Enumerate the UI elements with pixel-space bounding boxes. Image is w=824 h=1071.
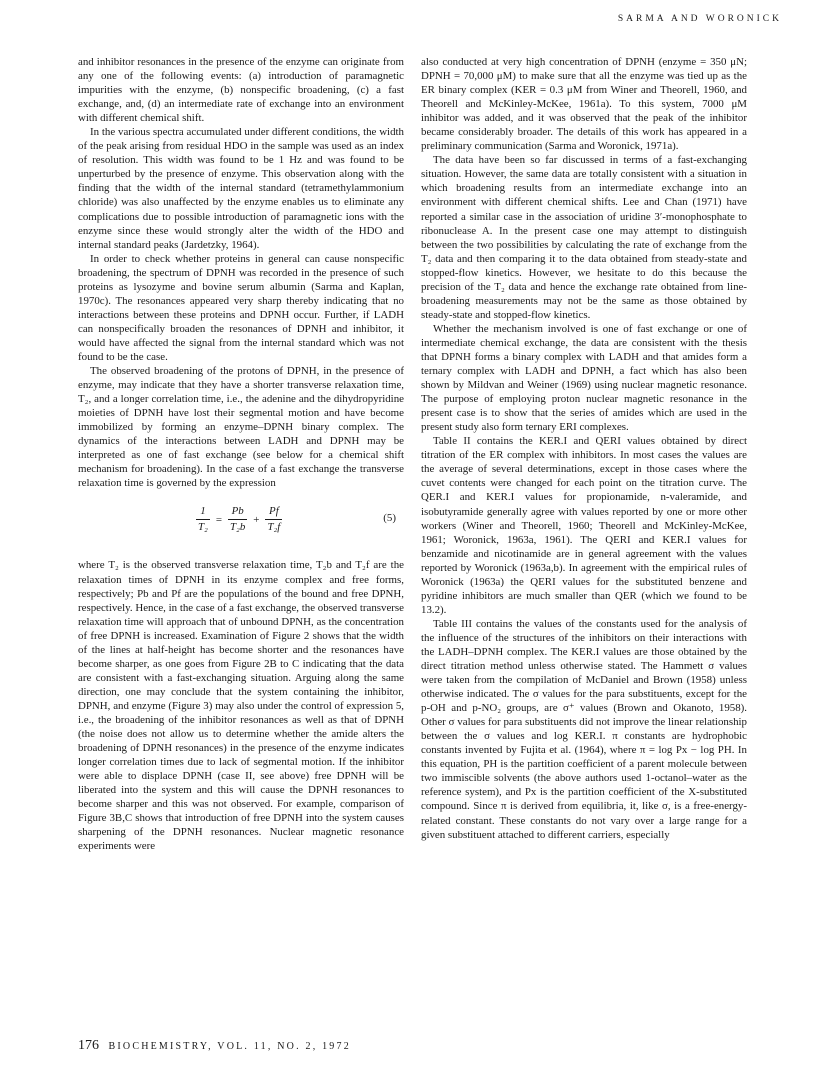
equation-free-fraction: $\frac{Pf}{\text{T₂f}}$ <box>267 505 281 534</box>
right-column <box>421 55 747 842</box>
equation-lhs-fraction: $\frac{1}{\text{T₂}}$ <box>198 505 208 534</box>
equation-number: (5) <box>383 512 396 525</box>
paragraph: where T₂ is the observed transverse relaxation time, T₂b and T₂f are the relaxation times of DPNH in its enzyme complex and free forms, respectively; Pb and Pf are the populations of the bound and free DPNH, respectively. Hence, in the case of a fast exchange, the observed transverse relaxation time will approach that of unbound DPNH, as the concentration of free DPNH is increased. Examination of Figure 2 shows that the width of the lines at half-height has become shorter and the resonances have become sharper, as one goes from Figure 2B to C indicating that the data are consistent with a fast-exchanging situation. Arguing along the same direction, one may conclude that the system containing the inhibitor, DPNH, and enzyme (Figure 3) may also under the control of expression 5, i.e., the broadening of the inhibitor resonances as well as that of DPNH (the noise does not allow us to determine whether the amide alters the broadening of DPNH resonances) in the presence of the enzyme indicates longer correlation times due to lack of segmental motion. If the inhibitor were able to displace DPNH (case II, see above) free DPNH will be liberated into the system and this will cause the DPNH resonances to become sharper and this was not observed. For example, comparison of Figure 3B,C shows that introduction of free DPNH into the system causes sharpening of the DPNH resonances. Nuclear magnetic resonance experiments were <box>78 559 404 853</box>
paragraph: and inhibitor resonances in the presence of the enzyme can originate from any one of the following events: (a) introduction of paramagnetic impurities with the enzyme, (b) nonspecific broadening, (c) a fast exchange, and, (d) an intermediate rate of exchange into an environment with different chemical shift. <box>78 56 404 125</box>
page-number: 176 <box>78 1038 99 1053</box>
paragraph: The observed broadening of the protons of DPNH, in the presence of enzyme, may indicate that they have a shorter transverse relaxation time, T₂, and a longer correlation time, i.e., the adenine and the dihydropyridine moieties of DPNH have lost their segmental motion and have become immobilized by forming an enzyme–DPNH binary complex. The dynamics of the interactions between LADH and DPNH may be interpreted as one of fast exchange (see below for a chemical shift mechanism for broadening). In the case of a fast exchange the transverse relaxation time is governed by the expression <box>78 365 404 490</box>
paragraph: In the various spectra accumulated under different conditions, the width of the peak arising from residual HDO in the sample was used as an index of resolution. This width was found to be 1 Hz and was found to be unperturbed by the presence of enzyme. This observation along with the finding that the width of the internal standard (tetramethylammonium chloride) was also unaffected by the enzyme enables us to eliminate any complications due to possible introduction of paramagnetic ions with the enzyme since these would strongly alter the width of the HDO and internal standard peaks (Jardetzky, 1964). <box>78 126 404 251</box>
equals-sign: = <box>215 513 222 526</box>
paragraph: Table III contains the values of the constants used for the analysis of the influence of the structures of the inhibitors on their interactions with the LADH–DPNH complex. The KER.I values are those obtained by the direct titration method unless otherwise stated. The Hammett σ values were taken from the compilation of McDaniel and Brown (1958) unless otherwise indicated. The σ values for the para substituents, except for the p-OH and p-NO₂ groups, are σ⁺ values (Brown and Okanoto, 1958). Other σ values for para substituents did not improve the linear relationship between the σ values and log KER.I. π constants are hydrophobic constants invented by Fujita et al. (1964), where π = log Px − log PH. In this equation, PH is the partition coefficient of a parent molecule between two immiscible solvents (the above authors used 1-octanol–water as the reference system), and Px is the partition coefficient of the X-substituted compound. Since π is derived from equilibria, it, like σ, is a free-energy-related constant. These constants do not vary over a large range for a given substituent attached to different carriers, especially <box>421 617 747 841</box>
paragraph: Whether the mechanism involved is one of fast exchange or one of intermediate chemical exchange, the data are consistent with the thesis that DPNH forms a binary complex with LADH and that amides form a ternary complex with LADH and DPNH, a fact which has also been shown by Mildvan and Weiner (1969) using nuclear magnetic resonance. The purpose of employing proton nuclear magnetic resonance in the present case is to show that the series of amides which are used in the present study also form ternary ERI complexes. <box>421 322 747 434</box>
plus-sign: + <box>253 513 260 526</box>
running-head: SARMA AND WORONICK <box>617 14 782 24</box>
paragraph: also conducted at very high concentration of DPNH (enzyme = 350 μN; DPNH = 70,000 μM) to make sure that all the enzyme was tied up as the ER binary complex (KER = 0.3 μM from Winer and Theorell, 1960, and Theorell and McKinley-McKee, 1961a). To this system, 7000 μM inhibitor was added, and it was observed that the peak of the inhibitor became considerably broader. The details of this work has appeared in a preliminary communication (Sarma and Woronick, 1971a). <box>421 56 747 153</box>
equation-5 <box>78 500 404 550</box>
page-footer <box>78 1038 351 1054</box>
journal-citation: BIOCHEMISTRY, VOL. 11, NO. 2, 1972 <box>108 1041 351 1052</box>
equation-bound-fraction: $\frac{Pb}{\text{T₂b}}$ <box>230 505 246 534</box>
paragraph: The data have been so far discussed in terms of a fast-exchanging situation. However, the same data are totally consistent with a situation in which broadening results from an intermediate exchange into an environment with different chemical shifts. Lee and Chan (1971) have reported a similar case in the association of uridine 3′-monophosphate to ribonuclease A. In the present case one may attempt to distinguish between the two possibilities by calculating the rate of exchange from the T₂ data and then comparing it to the data obtained from steady-state and stopped-flow kinetics. However, we hesitate to do this because the precision of the T₂ data and hence the exchange rate obtained from line-broadening measurements may not be the same as those obtained by steady-state and stopped-flow kinetics. <box>421 154 747 321</box>
left-column <box>78 55 404 853</box>
paragraph: In order to check whether proteins in general can cause nonspecific broadening, the spectrum of DPNH was recorded in the presence of such proteins as lysozyme and bovine serum albumin (Sarma and Kaplan, 1970c). The resonances appeared very sharp thereby indicating that no interactions between these proteins and DPNH occur. Further, if LADH can nonspecifically broaden the resonances of DPNH and inhibitor, it would have affected the signal from the internal standard which was not found to be the case. <box>78 252 404 363</box>
paragraph: Table II contains the KER.I and QERI values obtained by direct titration of the ER complex with inhibitors. In most cases the values are the average of several determinations, except in those cases where the cuvet contents were changed for each point on the titration curve. The QER.I and KER.I values for propionamide, n-valeramide, and isobutyramide generally agree with values reported by one or more other workers (Winer and Theorell, 1960; Theorell and McKinley-McKee, 1961; Woronick, 1963a, 1961). The QERI and KER.I values for benzamide and nicotinamide are in general agreement with the values reported by Woronick (1963a,b). In agreement with the empirical rules of Woronick (1963a) the QERI values for the substituted benzene and pyridine inhibitors are much smaller than QER (which we found to be 13.2). <box>421 435 747 616</box>
